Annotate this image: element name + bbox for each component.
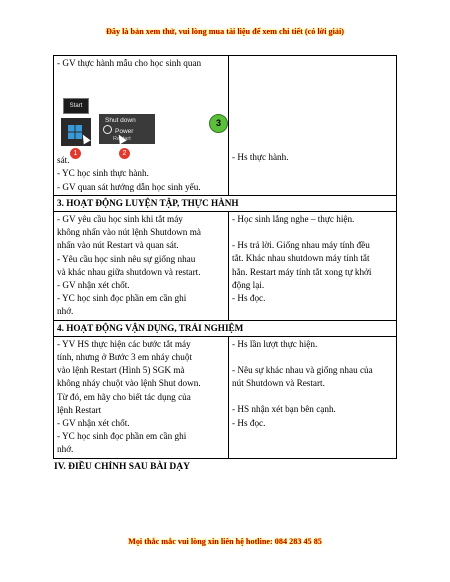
student-line: - Hs lần lượt thực hiện. bbox=[232, 338, 318, 349]
step-badge-1: 1 bbox=[70, 148, 81, 159]
student-line: - HS nhận xét bạn bên cạnh. bbox=[232, 404, 336, 415]
teacher-line: - YV HS thực hiện các bước tắt máy bbox=[57, 338, 191, 349]
teacher-line: - GV nhận xét chốt. bbox=[57, 418, 130, 429]
teacher-line: không nháy chuột vào lệnh Shut down. bbox=[57, 378, 201, 389]
student-line: - Hs đọc. bbox=[232, 293, 266, 304]
shutdown-steps-figure bbox=[57, 70, 225, 158]
student-activity-cell bbox=[229, 336, 397, 458]
teacher-line: - GV thực hành mẫu cho học sinh quan bbox=[57, 58, 202, 68]
teacher-line: nhấn vào nút Restart và quan sát. bbox=[57, 240, 179, 251]
section-3-title: 3. HOẠT ĐỘNG LUYỆN TẬP, THỰC HÀNH bbox=[54, 195, 397, 211]
teacher-activity-cell bbox=[54, 56, 229, 196]
mouse-cursor-icon bbox=[79, 133, 90, 145]
student-line: hẳn. Restart máy tính tắt xong tự khởi bbox=[232, 266, 372, 277]
student-activity-cell bbox=[229, 212, 397, 321]
teacher-line: nhớ. bbox=[57, 306, 74, 317]
teacher-activity-cell bbox=[54, 336, 229, 458]
teacher-line: vào lệnh Restart (Hình 5) SGK mà bbox=[57, 365, 185, 376]
student-line: - Hs đọc. bbox=[232, 417, 266, 428]
teacher-activity-cell bbox=[54, 212, 229, 321]
step-badge-3: 3 bbox=[209, 114, 228, 133]
teacher-line: Từ đó, em hãy cho biết tác dụng của bbox=[57, 391, 191, 402]
preview-notice-banner: Đây là bản xem thử, vui lòng mua tài liệu để xem chi tiết (có lời giải) bbox=[105, 27, 344, 36]
hotline-banner: Mọi thắc mắc vui lòng xin liên hệ hotline: 084 283 45 85 bbox=[128, 537, 322, 546]
power-label: Power bbox=[115, 128, 134, 136]
student-line: tắt. Khác nhau shutdown máy tính tắt bbox=[232, 253, 370, 264]
teacher-line: - YC học sinh đọc phần em cần ghi bbox=[57, 431, 187, 442]
step-badge-2: 2 bbox=[119, 148, 130, 159]
power-menu-panel bbox=[99, 114, 155, 144]
start-tooltip: Start bbox=[63, 98, 89, 114]
windows-start-button bbox=[61, 118, 91, 146]
section-4-title: 4. HOẠT ĐỘNG VẬN DỤNG, TRẢI NGHIỆM bbox=[54, 320, 397, 336]
teacher-line: không nhấn vào nút lệnh Shutdown mà bbox=[57, 227, 201, 238]
teacher-line: tính, nhưng ở Bước 3 em nháy chuột bbox=[57, 352, 193, 363]
student-line: nút Shutdown và Restart. bbox=[232, 378, 325, 389]
student-line: động lại. bbox=[232, 279, 265, 290]
teacher-line: sát. bbox=[57, 155, 70, 166]
teacher-line: - GV nhận xét chốt. bbox=[57, 280, 130, 291]
section-header-row bbox=[54, 320, 397, 336]
teacher-line: - GV yêu cầu học sinh khi tắt máy bbox=[57, 214, 183, 225]
table-row bbox=[54, 56, 397, 196]
restart-option: Restart bbox=[113, 136, 131, 143]
student-line: - Nêu sự khác nhau và giống nhau của bbox=[232, 365, 373, 376]
table-row bbox=[54, 336, 397, 458]
teacher-line: - YC học sinh thực hành. bbox=[57, 168, 149, 179]
teacher-line: nhớ. bbox=[57, 444, 74, 455]
table-row bbox=[54, 212, 397, 321]
teacher-line: và khác nhau giữa shutdown và restart. bbox=[57, 266, 201, 277]
teacher-line: lệnh Restart bbox=[57, 404, 102, 415]
shutdown-option: Shut down bbox=[105, 117, 136, 125]
teacher-line: - GV quan sát hướng dẫn học sinh yếu. bbox=[57, 181, 201, 192]
section-header-row bbox=[54, 195, 397, 211]
teacher-line: - YC học sinh đọc phần em cần ghi bbox=[57, 293, 187, 304]
power-icon bbox=[103, 125, 112, 134]
teacher-line: - Yêu cầu học sinh nêu sự giống nhau bbox=[57, 253, 196, 264]
student-activity-cell bbox=[229, 56, 397, 196]
student-line: - Hs trả lời. Giống nhau máy tính đều bbox=[232, 240, 370, 251]
section-iv-heading: IV. ĐIỀU CHỈNH SAU BÀI DẠY bbox=[54, 462, 191, 472]
student-line: - Hs thực hành. bbox=[232, 152, 289, 162]
lesson-plan-table bbox=[53, 55, 397, 459]
student-line: - Học sinh lắng nghe – thực hiện. bbox=[232, 214, 355, 225]
